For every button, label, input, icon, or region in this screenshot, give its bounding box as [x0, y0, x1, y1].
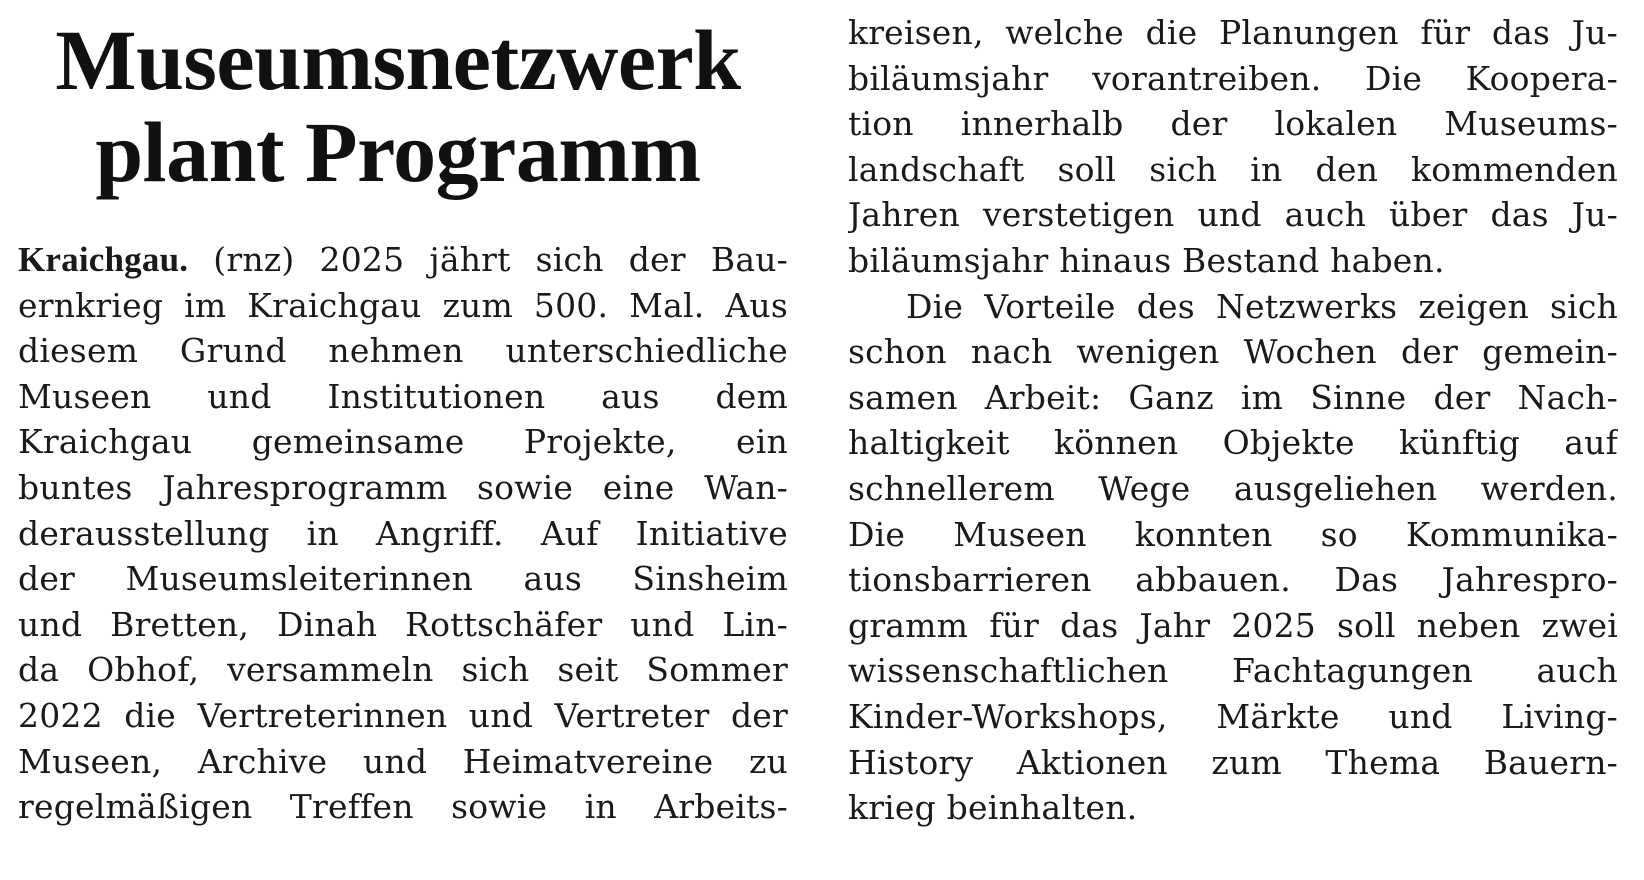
body-line: buntes Jahresprogramm sowie eine Wan-	[18, 467, 788, 507]
left-column	[18, 237, 788, 841]
right-column	[848, 10, 1618, 831]
headline-line-2: plant Programm	[95, 104, 701, 200]
body-line: ernkrieg im Kraichgau zum 500. Mal. Aus	[18, 285, 788, 325]
body-line: Museen, Archive und Heimatvereine zu	[18, 741, 788, 781]
body-line: Kraichgau gemeinsame Projekte, ein	[18, 422, 788, 462]
body-line: diesem Grund nehmen unterschiedliche	[18, 331, 788, 371]
body-line: und Bretten, Dinah Rottschäfer und Lin-	[18, 604, 788, 644]
body-line: tionsbarrieren abbauen. Das Jahrespro-	[848, 560, 1618, 600]
body-line: Museen und Institutionen aus dem	[18, 376, 788, 416]
body-line-text: (rnz) 2025 jährt sich der Bau-	[188, 240, 788, 279]
body-line: gramm für das Jahr 2025 soll neben zwei	[848, 605, 1618, 645]
article-headline	[18, 14, 778, 198]
body-line: schnellerem Wege ausgeliehen werden.	[848, 468, 1618, 508]
body-line: kreisen, welche die Planungen für das Ju-	[848, 13, 1618, 52]
paragraph-start-line: Die Vorteile des Netzwerks zeigen sich	[906, 286, 1618, 326]
body-line: samen Arbeit: Ganz im Sinne der Nach-	[848, 377, 1618, 417]
body-line: 2022 die Vertreterinnen und Vertreter der	[18, 695, 788, 735]
body-line: wissenschaftlichen Fachtagungen auch	[848, 651, 1618, 691]
body-line: derausstellung in Angriff. Auf Initiative	[18, 513, 788, 553]
body-line: regelmäßigen Treffen sowie in Arbeits-	[18, 787, 788, 827]
body-line: tion innerhalb der lokalen Museums-	[848, 104, 1618, 144]
body-line: biläumsjahr vorantreiben. Die Koopera-	[848, 58, 1618, 98]
body-line: schon nach wenigen Wochen der gemein-	[848, 332, 1618, 372]
body-line: History Aktionen zum Thema Bauern-	[848, 742, 1618, 782]
body-line: landschaft soll sich in den kommenden	[848, 149, 1618, 189]
headline-line-1: Museumsnetzwerk	[55, 12, 741, 108]
body-line: Kinder-Workshops, Märkte und Living-	[848, 696, 1618, 736]
body-line: da Obhof, versammeln sich seit Sommer	[18, 650, 788, 690]
body-line: Die Museen konnten so Kommunika-	[848, 514, 1618, 554]
body-line	[18, 237, 788, 283]
body-line: haltigkeit können Objekte künftig auf	[848, 423, 1618, 463]
body-line: krieg beinhalten.	[848, 788, 1138, 828]
body-line: biläumsjahr hinaus Bestand haben.	[848, 240, 1445, 280]
dateline: Kraichgau.	[18, 240, 189, 279]
body-line: Jahren verstetigen und auch über das Ju-	[848, 195, 1618, 235]
body-line: der Museumsleiterinnen aus Sinsheim	[18, 559, 788, 599]
